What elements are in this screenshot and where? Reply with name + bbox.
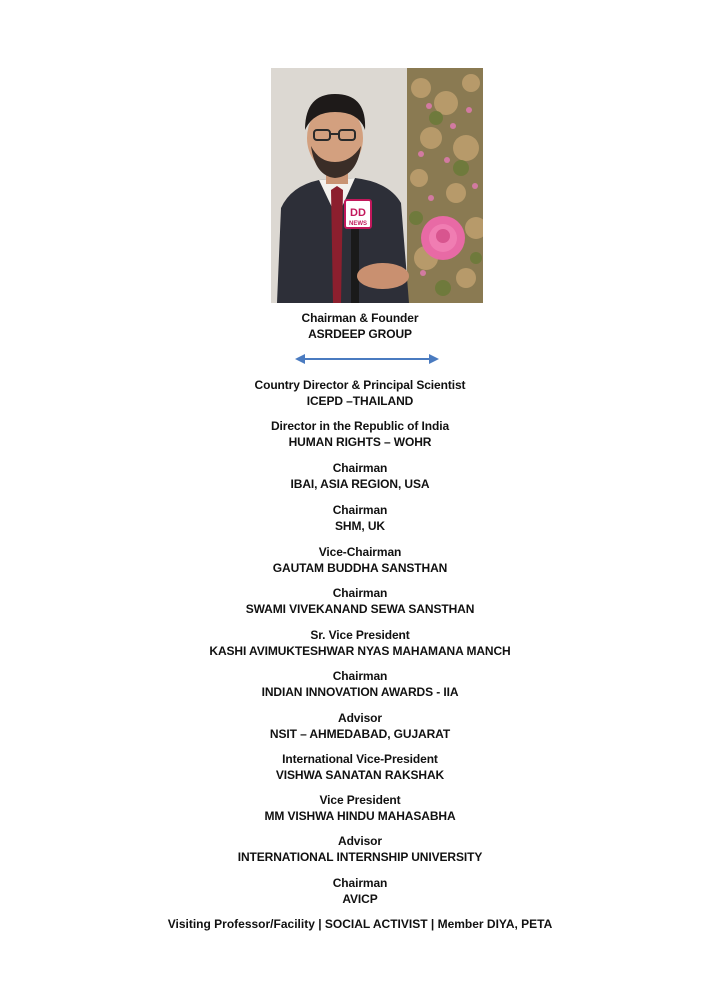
position-title: Country Director & Principal Scientist: [254, 378, 466, 392]
position-block: [0, 418, 720, 450]
position-title: Chairman: [332, 461, 388, 475]
position-block: [0, 875, 720, 907]
position-org: ICEPD –THAILAND: [306, 394, 414, 408]
header-block: [0, 310, 720, 342]
position-title: Chairman: [332, 669, 388, 683]
position-org: SWAMI VIVEKANAND SEWA SANSTHAN: [245, 602, 475, 616]
position-org: VISHWA SANATAN RAKSHAK: [275, 768, 445, 782]
position-org: IBAI, ASIA REGION, USA: [290, 477, 430, 491]
position-block: [0, 627, 720, 659]
position-title: Chairman: [332, 586, 388, 600]
position-org: INTERNATIONAL INTERNSHIP UNIVERSITY: [237, 850, 483, 864]
position-block: [0, 710, 720, 742]
position-block: [0, 502, 720, 534]
position-org: INDIAN INNOVATION AWARDS - IIA: [261, 685, 459, 699]
position-block: [0, 668, 720, 700]
position-org: SHM, UK: [335, 519, 385, 533]
footer-line: Visiting Professor/Facility | SOCIAL ACTIVIST | Member DIYA, PETA: [167, 917, 553, 931]
position-org: MM VISHWA HINDU MAHASABHA: [264, 809, 456, 823]
position-block: [0, 585, 720, 617]
position-org: KASHI AVIMUKTESHWAR NYAS MAHAMANA MANCH: [209, 644, 511, 658]
mic-logo-subtext: NEWS: [349, 221, 367, 227]
position-org: AVICP: [342, 892, 378, 906]
position-org: NSIT – AHMEDABAD, GUJARAT: [269, 727, 451, 741]
position-block: [0, 751, 720, 783]
position-title: International Vice-President: [282, 752, 438, 766]
position-block: [0, 377, 720, 409]
mic-logo-text: DD: [350, 207, 366, 219]
position-block: [0, 833, 720, 865]
double-arrow-icon: [293, 351, 441, 367]
position-block: [0, 792, 720, 824]
header-org: ASRDEEP GROUP: [308, 327, 412, 341]
position-title: Chairman: [332, 876, 388, 890]
position-title: Director in the Republic of India: [270, 419, 450, 433]
position-title: Vice President: [319, 793, 401, 807]
position-block: [0, 544, 720, 576]
position-title: Chairman: [332, 503, 388, 517]
position-block: [0, 460, 720, 492]
position-title: Advisor: [338, 834, 382, 848]
profile-photo: [271, 68, 483, 303]
position-title: Sr. Vice President: [310, 628, 410, 642]
position-title: Advisor: [338, 711, 382, 725]
position-org: GAUTAM BUDDHA SANSTHAN: [272, 561, 448, 575]
position-org: HUMAN RIGHTS – WOHR: [288, 435, 432, 449]
position-title: Vice-Chairman: [318, 545, 402, 559]
profile-photo-illustration: [271, 68, 483, 303]
header-title: Chairman & Founder: [301, 311, 419, 325]
